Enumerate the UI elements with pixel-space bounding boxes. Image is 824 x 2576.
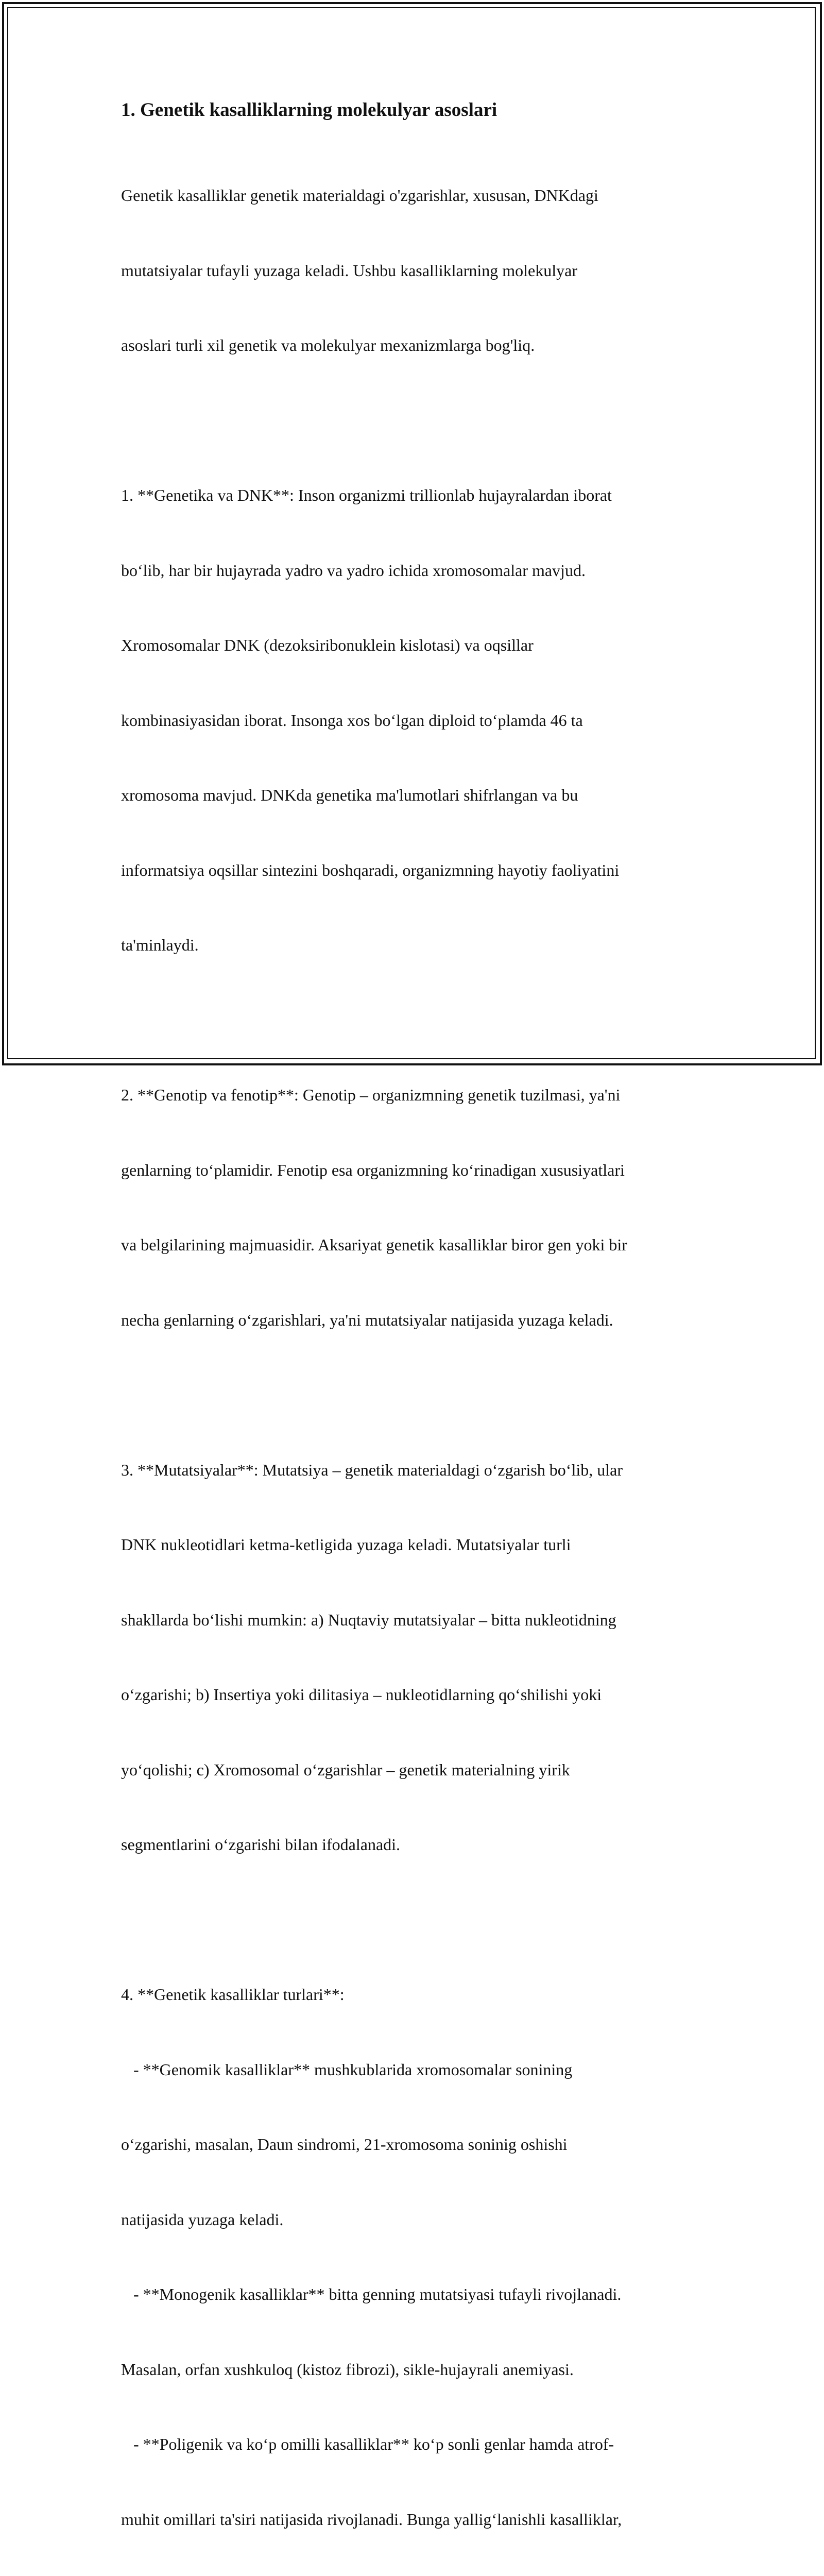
list-item-line: - **Genomik kasalliklar** mushkublarida xromosomalar sonining (121, 2060, 573, 2079)
text-line: o‘zgarishi; b) Insertiya yoki dilitasiya – nukleotidlarning qo‘shilishi yoki (121, 1685, 602, 1704)
text-line: shakllarda bo‘lishi mumkin: a) Nuqtaviy mutatsiyalar – bitta nukleotidning (121, 1610, 616, 1629)
text-line: asoslari turli xil genetik va molekulyar mexanizmlarga bog'liq. (121, 336, 535, 354)
text-line: yo‘qolishi; c) Xromosomal o‘zgarishlar – genetik materialning yirik (121, 1760, 570, 1779)
text-line: 1. **Genetika va DNK**: Inson organizmi trillionlab hujayralardan iborat (121, 486, 612, 504)
paragraph-genotype-phenotype (121, 1032, 708, 1382)
intro-paragraph (121, 133, 708, 408)
text-line: 2. **Genotip va fenotip**: Genotip – organizmning genetik tuzilmasi, ya'ni (121, 1086, 621, 1104)
document-page (121, 98, 708, 2576)
text-line: mutatsiyalar tufayli yuzaga keladi. Ushbu kasalliklarning molekulyar (121, 261, 577, 280)
text-line: natijasida yuzaga keladi. (121, 2210, 284, 2229)
text-line: kombinasiyasidan iborat. Insonga xos bo‘lgan diploid to‘plamda 46 ta (121, 710, 583, 730)
text-line: segmentlarini o‘zgarishi bilan ifodalanadi. (121, 1835, 401, 1854)
text-line: o‘zgarishi, masalan, Daun sindromi, 21-xromosoma soninig oshishi (121, 2135, 568, 2154)
text-line: bo‘lib, har bir hujayrada yadro va yadro ichida xromosomalar mavjud. (121, 561, 586, 580)
paragraph-genetics-dna (121, 433, 708, 1008)
list-item-line: - **Poligenik va ko‘p omilli kasalliklar** ko‘p sonli genlar hamda atrof- (121, 2435, 614, 2453)
text-line: muhit omillari ta'siri natijasida rivojlanadi. Bunga yallig‘lanishli kasalliklar, (121, 2510, 622, 2529)
text-line: informatsiya oqsillar sintezini boshqaradi, organizmning hayotiy faoliyatini (121, 860, 620, 879)
text-line: necha genlarning o‘zgarishlari, ya'ni mutatsiyalar natijasida yuzaga keladi. (121, 1310, 613, 1329)
text-line: 3. **Mutatsiyalar**: Mutatsiya – genetik materialdagi o‘zgarish bo‘lib, ular (121, 1460, 623, 1479)
text-line: va belgilarining majmuasidir. Aksariyat genetik kasalliklar biror gen yoki bir (121, 1235, 627, 1254)
paragraph-mutations (121, 1408, 708, 1907)
text-line: DNK nukleotidlari ketma-ketligida yuzaga keladi. Mutatsiyalar turli (121, 1535, 571, 1554)
section-heading: 1. Genetik kasalliklarning molekulyar asoslari (121, 99, 497, 121)
text-line: xromosoma mavjud. DNKda genetika ma'lumotlari shifrlangan va bu (121, 786, 578, 804)
list-item-line: - **Monogenik kasalliklar** bitta genning mutatsiyasi tufayli rivojlanadi. (121, 2285, 622, 2303)
text-line: Genetik kasalliklar genetik materialdagi o'zgarishlar, xususan, DNKdagi (121, 186, 598, 205)
paragraph-disease-types (121, 1932, 708, 2576)
text-line: Masalan, orfan xushkuloq (kistoz fibrozi), sikle-hujayrali anemiyasi. (121, 2360, 574, 2379)
text-line: Xromosomalar DNK (dezoksiribonuklein kislotasi) va oqsillar (121, 636, 534, 654)
text-line: ta'minlaydi. (121, 936, 199, 954)
text-line: genlarning to‘plamidir. Fenotip esa organizmning ko‘rinadigan xususiyatlari (121, 1160, 625, 1179)
text-line: 4. **Genetik kasalliklar turlari**: (121, 1985, 345, 2004)
